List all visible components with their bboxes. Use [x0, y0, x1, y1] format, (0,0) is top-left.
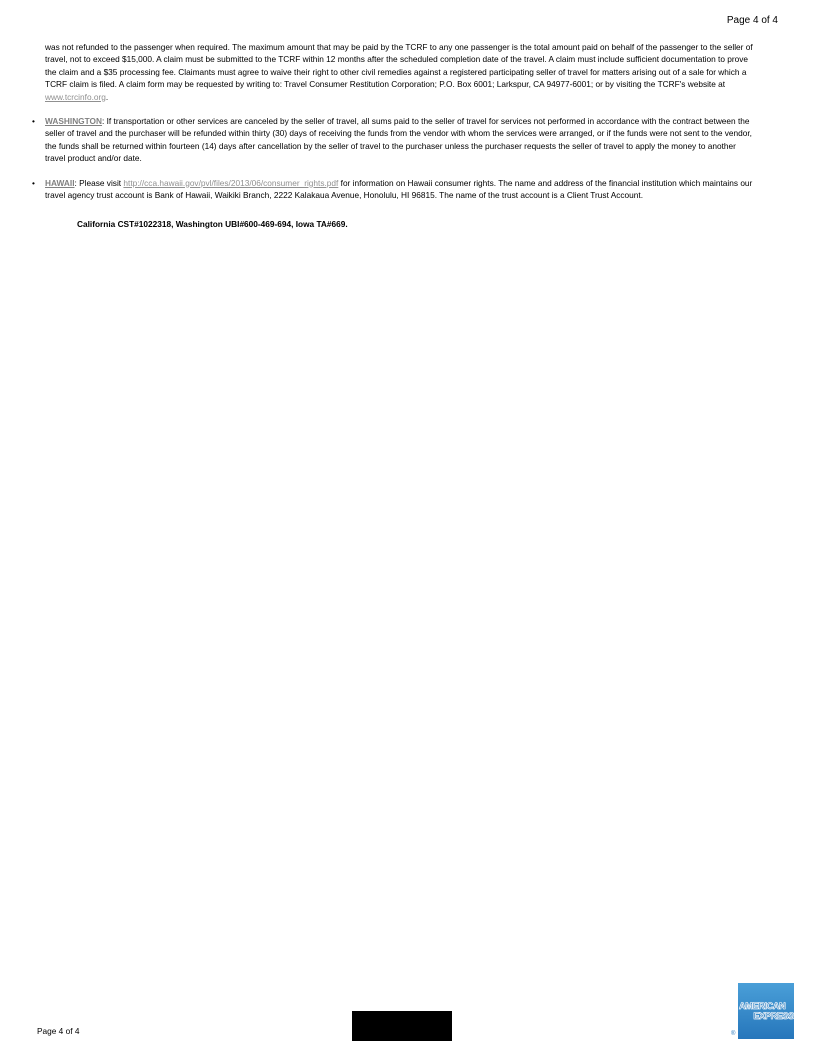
- hawaii-text-end: for information on Hawaii consumer rights. The name and address of the financial institution which maintains our travel agency trust account is Bank of Hawaii, Waikiki Branch, 2222 Kalakaua Avenue, Honolulu, HI 96815. The name of the trust account is a Client Trust Account.: [45, 177, 753, 201]
- hawaii-consumer-rights-link[interactable]: http://cca.hawaii.gov/pvl/files/2013/06/consumer_rights.pdf: [123, 177, 339, 188]
- bullet-icon: •: [32, 177, 35, 188]
- redaction-box: [352, 1011, 452, 1041]
- registered-mark-icon: ®: [731, 1031, 736, 1037]
- washington-text: : If transportation or other services are canceled by the seller of travel, all sums paid to the seller of travel for services not performed in accordance with the contract between the seller of travel and the purchaser will be refunded within thirty (30) days of receiving the funds from the vendor with whom the services were arranged, or if the funds were not sent to the vendor, the funds shall be returned within fourteen (14) days after cancellation by the seller of travel to the purchaser unless the purchaser requests the seller of travel to apply the money to another travel product and/or date.: [45, 116, 752, 164]
- logo-text-express: EXPRESS: [753, 1011, 794, 1021]
- american-express-logo: [738, 983, 794, 1039]
- tcrf-website-link[interactable]: www.tcrcinfo.org: [45, 91, 106, 102]
- tcrf-paragraph: [45, 41, 753, 103]
- tcrf-text: was not refunded to the passenger when required. The maximum amount that may be paid by the TCRF to any one passenger is the total amount paid on behalf of the passenger to the seller of travel, not to exceed $15,000. A claim must be submitted to the TCRF within 12 months after the scheduled completion date of the travel. A claim must include sufficient documentation to prove the claim and a $35 processing fee. Claimants must agree to waive their right to other civil remedies against a registered participating seller of travel for matters arising out of a sale for which a TCRF claim is filed. A claim form may be requested by writing to: Travel Consumer Restitution Corporation; P.O. Box 6001; Larkspur, CA 94977-6001; or by visiting the TCRF's website at: [45, 42, 753, 90]
- terms-content: [32, 41, 753, 231]
- tcrf-text-end: .: [105, 91, 109, 102]
- washington-paragraph: [45, 115, 753, 165]
- bullet-icon: •: [32, 116, 35, 127]
- page-number-footer: Page 4 of 4: [37, 1026, 80, 1036]
- hawaii-paragraph: [45, 177, 753, 202]
- page-number-header: Page 4 of 4: [726, 15, 778, 26]
- washington-link[interactable]: WASHINGTON: [45, 116, 103, 127]
- registration-numbers: California CST#1022318, Washington UBI#600-469-694, Iowa TA#669.: [77, 219, 348, 230]
- hawaii-link[interactable]: HAWAII: [45, 177, 75, 188]
- hawaii-text: : Please visit: [74, 177, 124, 188]
- washington-item: [32, 115, 753, 165]
- hawaii-item: [32, 177, 753, 202]
- logo-text-american: AMERICAN: [739, 1001, 786, 1011]
